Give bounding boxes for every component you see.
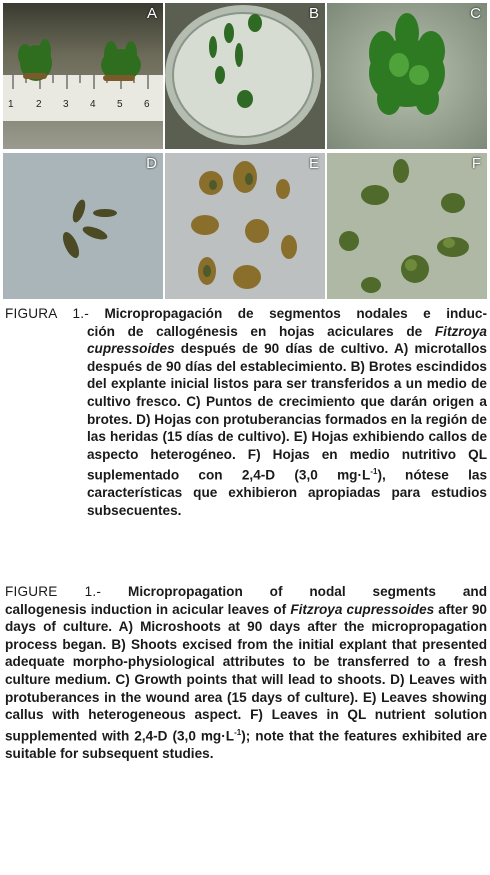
caption-text: ); note that the features exhibited are suitable for subsequent studies. [5,728,488,761]
panel-label: F [471,155,481,172]
panel-e-photo [165,153,325,299]
panel-label: E [308,155,319,172]
scale-tick: 1 [8,99,14,110]
caption-line: Micropropagación de segmentos nodales e induc- [104,306,487,321]
caption-text: callogenesis induction in acicular leaves of [5,601,291,617]
figure-caption-english [5,583,487,762]
figure-plates [3,3,487,301]
scale-tick: 4 [90,99,96,110]
caption-text: ), nótese las características que exhibieron apropiadas para estudios subsecuentes. [87,467,488,519]
panel-c-photo [327,3,487,149]
caption-text: after 90 days of culture. A) Microshoots at 90 days after the micropropagation process began. B) Shoots excised from the initial explant that presented adequate morpho-physiological attributes to be transferred to a fresh culture medium. C) Growth points that will lead to shoots. D) Leaves with protuberances in the wound area (15 days of culture). E) Leaves showing callus with heterogeneous aspect. F) Leaves in QL nutrient solution supplemented with 2,4-D (3,0 mg·L [5,601,487,744]
panel-label: D [146,155,157,172]
caption-text: ción de callogénesis en hojas aciculares de [87,323,435,339]
scale-tick: 6 [144,99,150,110]
scale-tick: 3 [63,99,69,110]
panel-f-image [327,153,487,299]
panel-b-photo [165,3,325,149]
caption-text: después de 90 días de cultivo. A) microtallos después de 90 días del establecimiento. B) Brotes escindidos del explante inicial listos para ser transferidos a un medio de cultivo fresco. C) Puntos de crecimiento que darán origen a brotes. D) Hojas con protuberancias formados en la región de las heridas (15 días de cultivo). E) Hojas exhibiendo callos de aspecto heterogéneo. F) Hojas en medio nutritivo QL suplementado con 2,4-D (3,0 mg·L [87,341,487,483]
panel-d-photo [3,153,163,299]
scale-tick: 5 [117,99,123,110]
figure-label: FIGURA 1.- [5,306,89,321]
caption-body [5,601,487,763]
panel-label: C [470,5,481,22]
superscript: -1 [234,727,242,737]
caption-body [87,323,487,520]
panel-e-image [165,153,325,299]
panel-a-image [3,3,163,149]
caption-first-line [5,305,487,323]
figure-label: FIGURE 1.- [5,584,102,599]
panel-d-image [3,153,163,299]
caption-line: Micropropagation of nodal segments and [128,584,488,599]
scale-tick: 2 [36,99,42,110]
panel-a-photo [3,3,163,149]
panel-label: A [146,5,157,22]
species-name: Fitzroya cupressoides [87,323,487,357]
caption-first-line [5,583,487,601]
species-name: Fitzroya cupressoides [290,601,435,617]
superscript: -1 [370,467,378,477]
figure-caption-spanish [5,305,487,520]
panel-f-photo [327,153,487,299]
panel-label: B [308,5,319,22]
panel-b-image [165,3,325,149]
panel-c-image [327,3,487,149]
